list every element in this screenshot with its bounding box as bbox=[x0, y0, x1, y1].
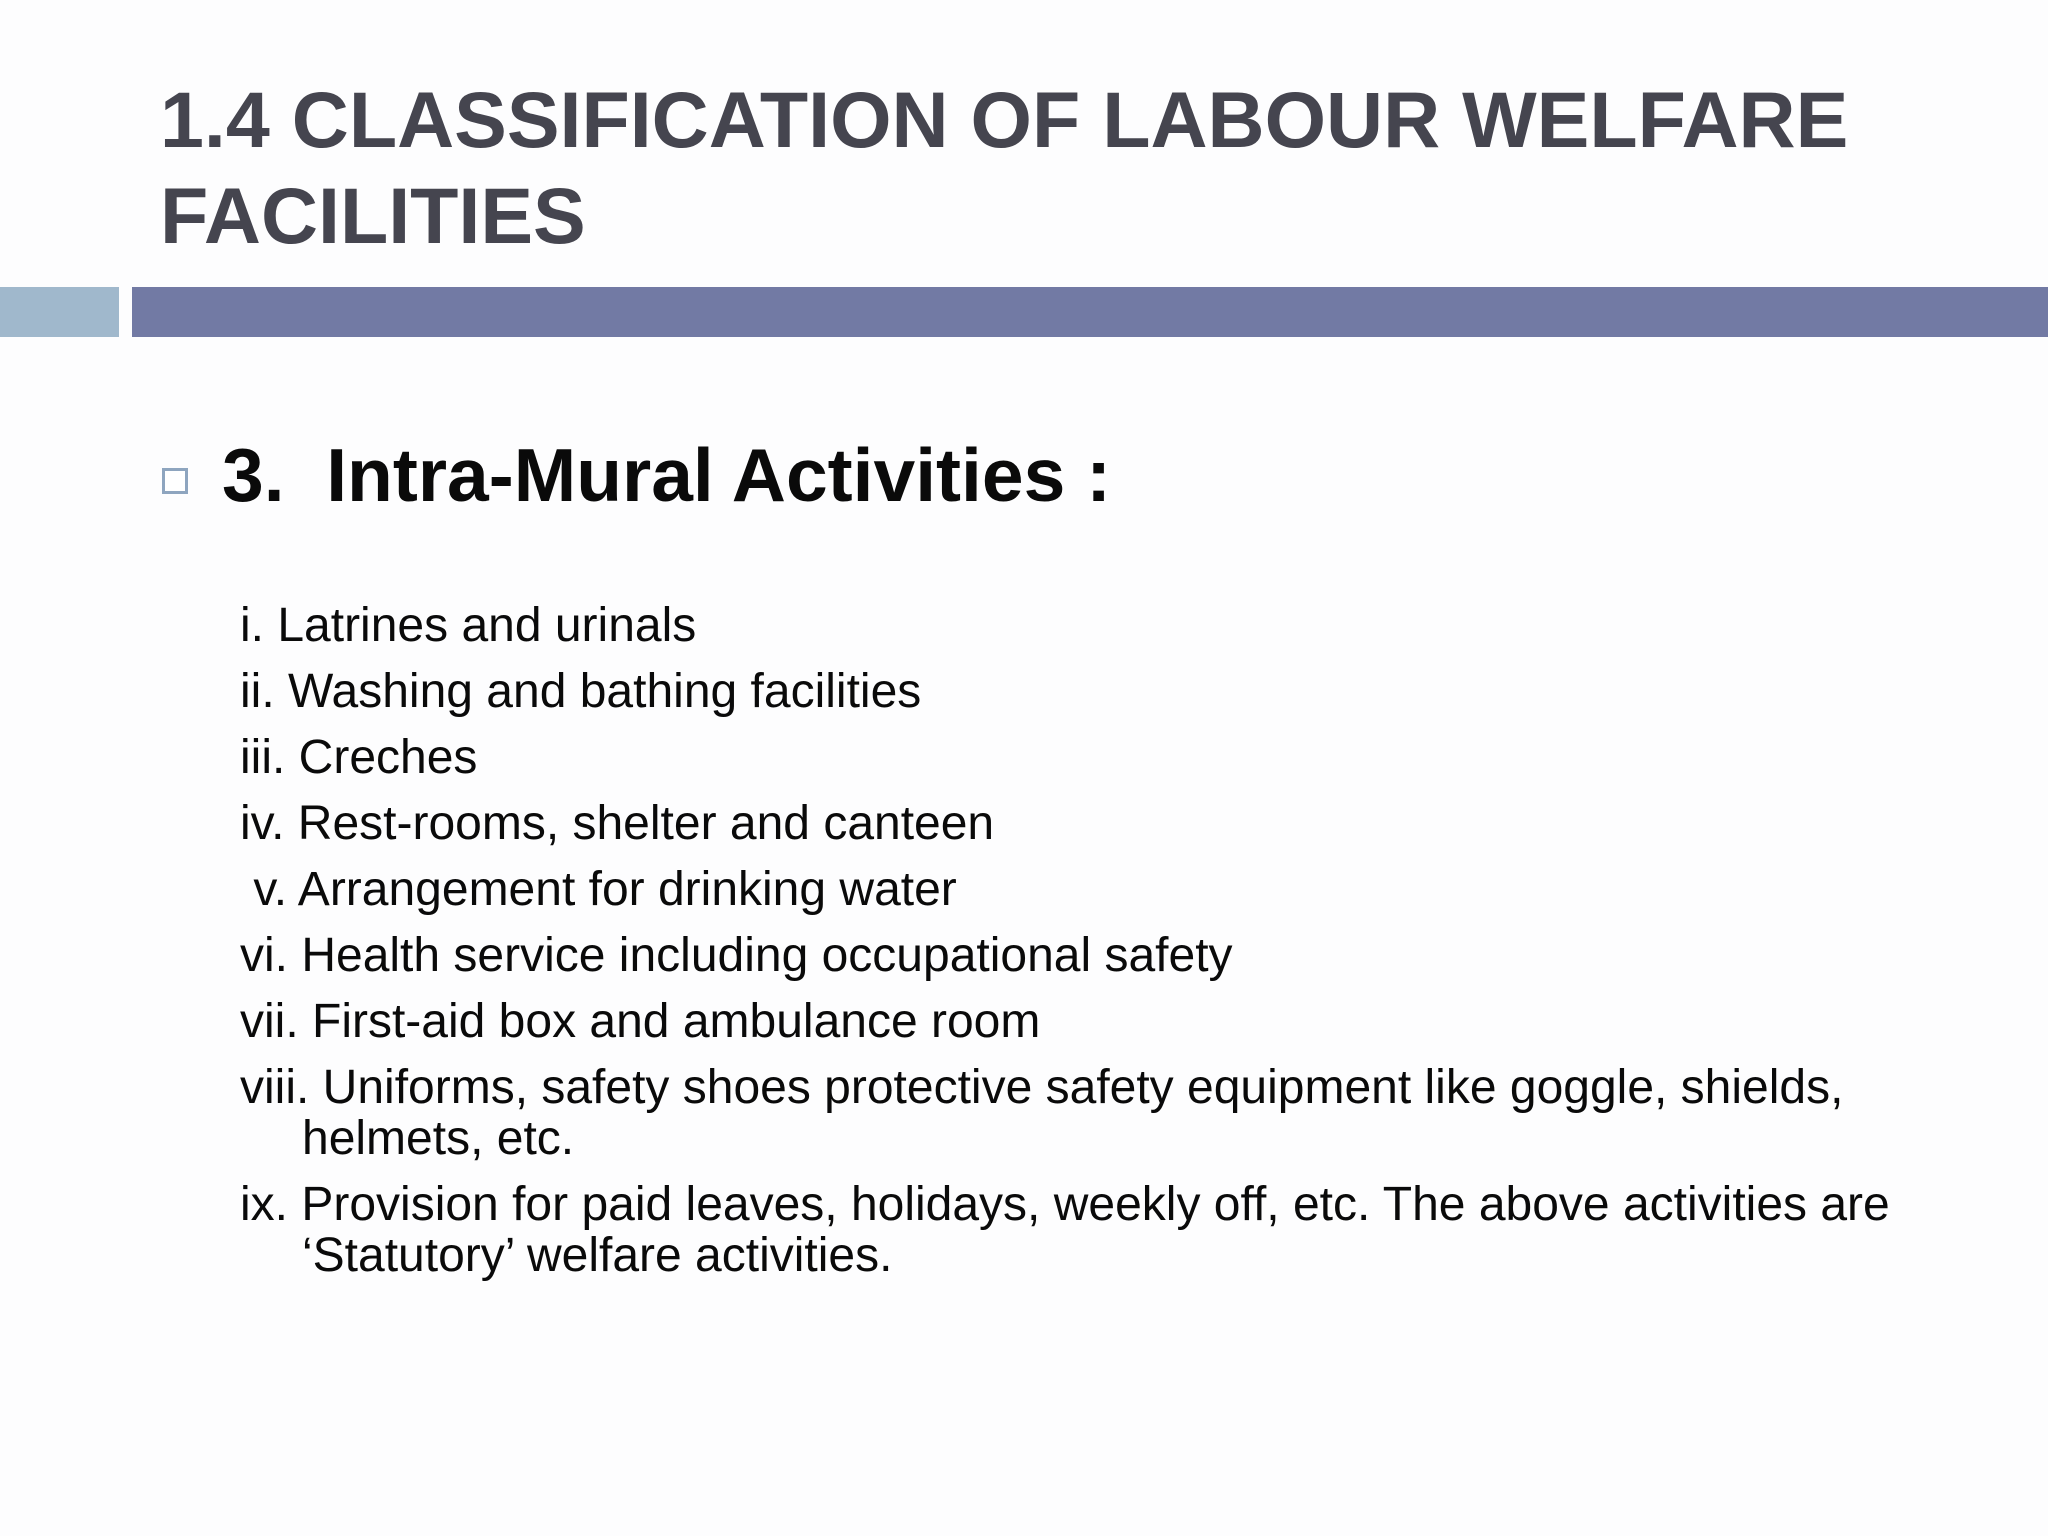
list-item: ix. Provision for paid leaves, holidays, weekly off, etc. The above activities are ‘Statutory’ welfare activities. bbox=[240, 1178, 1904, 1282]
list-item: ii. Washing and bathing facilities bbox=[240, 665, 922, 718]
title-accent-bar-left bbox=[0, 287, 119, 337]
list-item: vi. Health service including occupational safety bbox=[240, 929, 1233, 982]
list-item: iv. Rest-rooms, shelter and canteen bbox=[240, 797, 995, 850]
list-item: vii. First-aid box and ambulance room bbox=[240, 995, 1041, 1048]
section-heading bbox=[162, 430, 1111, 520]
list-item: viii. Uniforms, safety shoes protective safety equipment like goggle, shields, helmets, etc. bbox=[240, 1061, 1857, 1165]
list-item: i. Latrines and urinals bbox=[240, 599, 697, 652]
section-heading-text: 3. Intra-Mural Activities : bbox=[222, 433, 1112, 517]
activity-list bbox=[240, 600, 1940, 1296]
slide-title: 1.4 CLASSIFICATION OF LABOUR WELFARE FACILITIES bbox=[160, 75, 1849, 260]
list-item: v. Arrangement for drinking water bbox=[240, 863, 957, 916]
list-item: iii. Creches bbox=[240, 731, 478, 784]
square-bullet-icon bbox=[162, 468, 188, 494]
title-accent-bar bbox=[132, 287, 2048, 337]
